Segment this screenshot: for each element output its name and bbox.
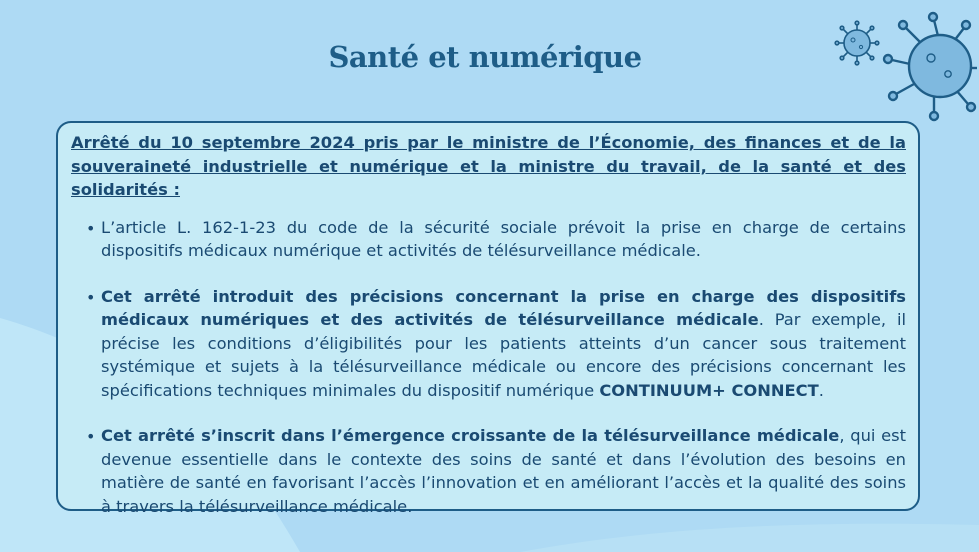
- decree-heading: Arrêté du 10 septembre 2024 pris par le ministre de l’Économie, des finances et de la souveraineté industrielle et numérique et la ministre du travail, de la santé et des solidarités :: [71, 133, 906, 199]
- bullet-list: [71, 216, 906, 519]
- bullet-marker: •: [86, 218, 96, 238]
- list-item-text: . Par exemple, il précise les conditions d’éligibilités pour les patients atteints d’un cancer sous traitement systémique et sujets à la télésurveillance médicale ou encore des précisions concernant les spécifications techniques minimales du dispositif numérique: [101, 310, 906, 400]
- virus-icon: [876, 8, 979, 126]
- virus-icon: [834, 20, 880, 66]
- list-item: [86, 216, 906, 263]
- list-item-bold-text: Cet arrêté s’inscrit dans l’émergence croissante de la télésurveillance médicale: [101, 426, 840, 445]
- list-item: [86, 424, 906, 518]
- bullet-marker: •: [86, 287, 96, 307]
- list-item: [86, 285, 906, 403]
- list-item-text: , qui est devenue essentielle dans le contexte des soins de santé et dans l’évolution des besoins en matière de santé en favorisant l’accès l’innovation et en améliorant l’accès et la qualité des soins à travers la télésurveillance médicale.: [101, 426, 906, 516]
- list-item-text: L’article L. 162-1-23 du code de la sécurité sociale prévoit la prise en charge de certains dispositifs médicaux numérique et activités de télésurveillance médicale.: [101, 217, 906, 260]
- bullet-marker: •: [86, 427, 96, 446]
- list-item-bold-text: Cet arrêté introduit des précisions concernant la prise en charge des dispositifs médicaux numériques et des activités de télésurveillance médicale: [101, 286, 906, 329]
- content-card: [56, 121, 920, 516]
- device-name: CONTINUUM+ CONNECT: [599, 380, 819, 400]
- list-item-text: .: [818, 380, 824, 400]
- page-title: Santé et numérique: [328, 40, 642, 74]
